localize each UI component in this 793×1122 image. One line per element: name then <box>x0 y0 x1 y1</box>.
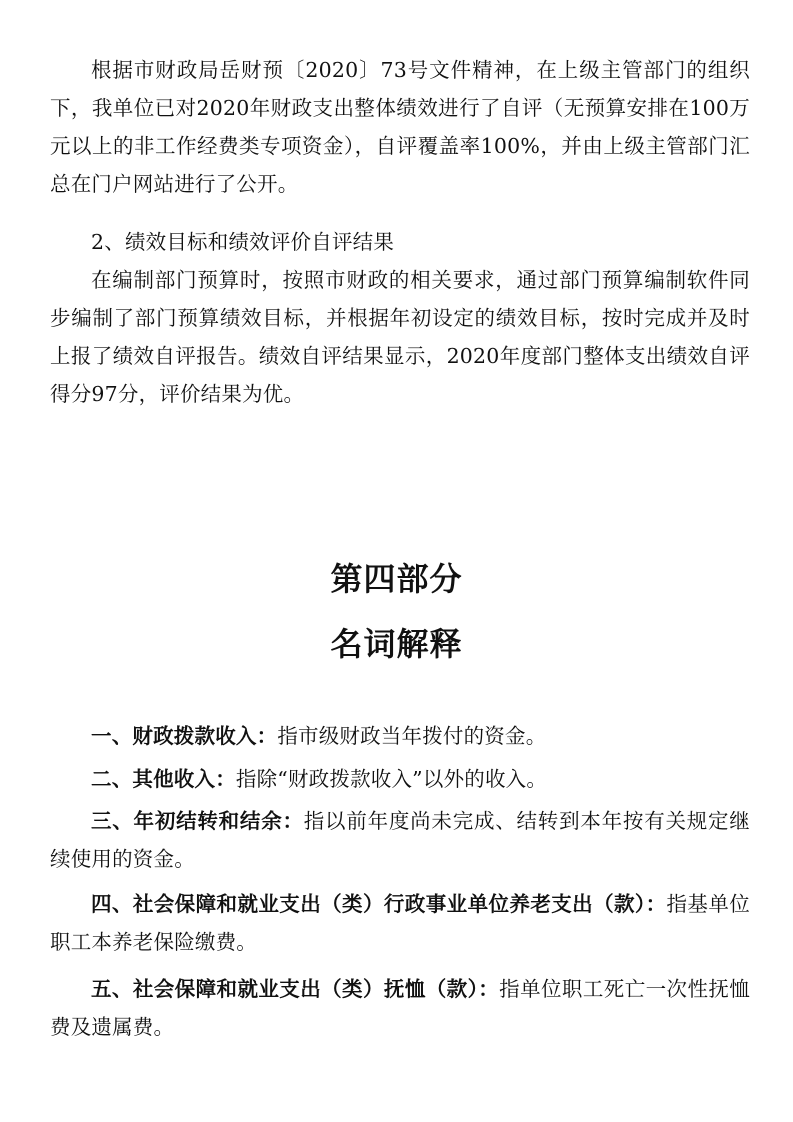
glossary-title: 名词解释 <box>330 625 463 663</box>
part-four-title: 第四部分 <box>330 560 463 598</box>
glossary-term: 二、其他收入： <box>91 767 236 791</box>
glossary-definition: 指单位职工死亡一次性抚恤费及遗属费。 <box>50 977 750 1039</box>
glossary-item <box>50 885 750 961</box>
performance-evaluation-paragraph: 根据市财政局岳财预〔2020〕73号文件精神，在上级主管部门的组织下，我单位已对2020年财政支出整体绩效进行了自评（无预算安排在100万元以上的非工作经费类专项资金），自评覆盖率100%，并由上级主管部门汇总在门户网站进行了公开。 <box>50 58 750 196</box>
glossary-definition: 指基单位职工本养老保险缴费。 <box>50 892 750 954</box>
glossary-term: 一、财政拨款收入： <box>91 724 278 748</box>
glossary-term: 四、社会保障和就业支出（类）行政事业单位养老支出（款）： <box>91 892 667 916</box>
evaluation-results-paragraph: 在编制部门预算时，按照市财政的相关要求，通过部门预算编制软件同步编制了部门预算绩效目标，并根据年初设定的绩效目标，按时完成并及时上报了绩效自评报告。绩效自评结果显示，2020年度部门整体支出绩效自评得分97分，评价结果为优。 <box>50 268 750 406</box>
glossary-term: 五、社会保障和就业支出（类）抚恤（款）： <box>91 977 500 1001</box>
glossary-item <box>50 970 750 1046</box>
glossary-definition: 指市级财政当年拨付的资金。 <box>277 724 547 748</box>
glossary-definition: 指以前年度尚未完成、结转到本年按有关规定继续使用的资金。 <box>50 809 750 871</box>
glossary-definition: 指除“财政拨款收入”以外的收入。 <box>235 767 548 791</box>
glossary-item <box>50 717 750 755</box>
glossary-term: 三、年初结转和结余： <box>91 809 304 833</box>
evaluation-results-subheading: 2、绩效目标和绩效评价自评结果 <box>91 230 395 254</box>
glossary-item <box>50 760 750 798</box>
glossary-item <box>50 802 750 878</box>
